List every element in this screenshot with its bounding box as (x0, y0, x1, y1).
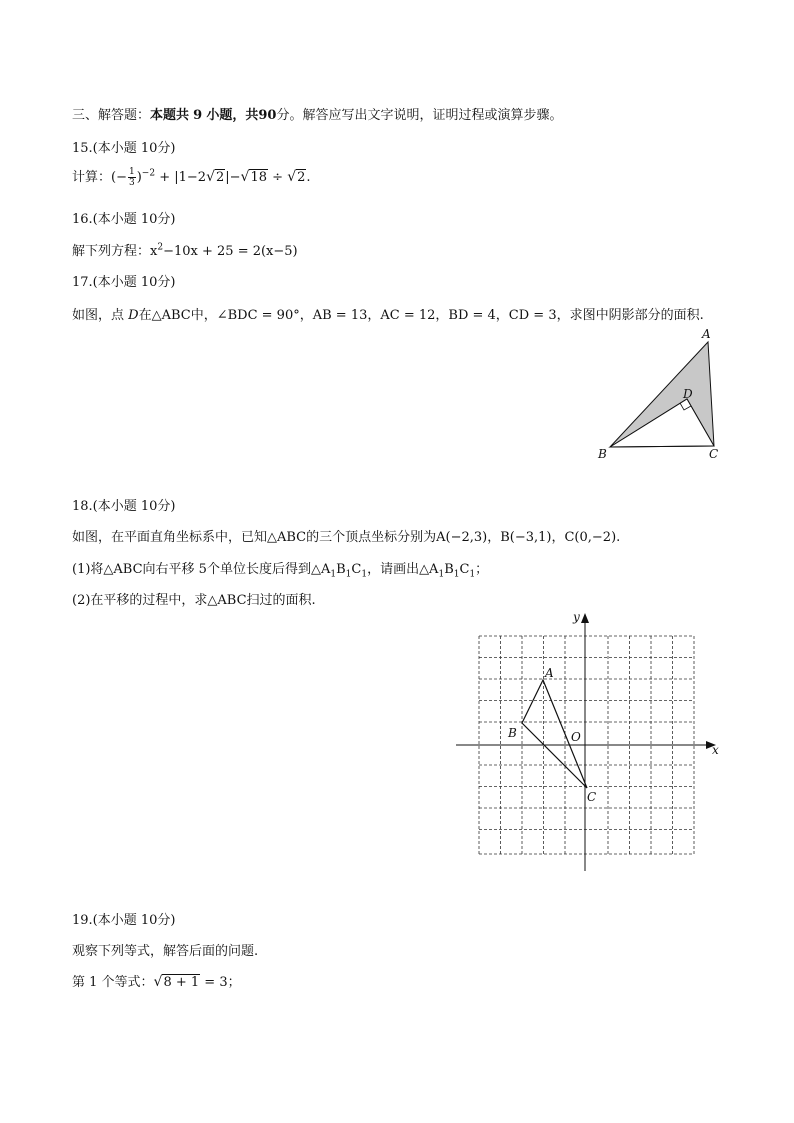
q16-exponent: 2 (157, 242, 164, 253)
q15-lead: 计算： (72, 170, 112, 185)
sub-1: 1 (361, 569, 368, 580)
sub-1: 1 (438, 569, 445, 580)
label-c: C (709, 447, 719, 461)
q18-p1d: ，请画出△A (367, 562, 439, 577)
q15-fraction (128, 167, 136, 188)
label-a: A (545, 666, 554, 680)
q16-equation (72, 240, 298, 259)
label-b: B (598, 447, 607, 461)
section-tail: 分。解答应写出文字说明，证明过程或演算步骤。 (276, 108, 563, 123)
q18-p1g: ； (475, 562, 489, 577)
q17-header: 17.(本小题 10分) (72, 275, 176, 290)
q19-lead: 第 1 个等式： (72, 975, 154, 990)
q19-header: 19.(本小题 10分) (72, 913, 176, 928)
q15-rad1: 2 (215, 170, 225, 185)
q15-expression: 计算：(− $\frac{1}{3}$ )$^{-2}$ + |1−2√2|−√18 ÷ √2. (72, 167, 311, 188)
q19-eq: = 3； (200, 975, 241, 990)
section-heading (72, 104, 562, 123)
q16-lead: 解下列方程： (72, 244, 151, 259)
q15-rad3: 2 (297, 170, 306, 185)
label-c: C (587, 790, 597, 804)
q17-text-2: 在△ABC中，∠BDC = 90°，AB = 13，AC = 12，BD = 4，CD = 3，求图中阴影部分的面积. (138, 308, 704, 323)
figure-17 (590, 325, 730, 465)
q19-eq1: 第 1 个等式：√8 + 1 = 3； (72, 974, 241, 990)
q16-var: x (150, 244, 158, 259)
q18-text: 如图，在平面直角坐标系中，已知△ABC的三个顶点坐标分别为A(−2,3)，B(−3,1)，C(0,−2). (72, 530, 621, 545)
q18-p1b: B (336, 562, 346, 577)
q19-text: 观察下列等式，解答后面的问题. (72, 944, 259, 959)
q15-exponent: −2 (141, 168, 156, 179)
q18-header: 18.(本小题 10分) (72, 499, 176, 514)
q19-radicand: 8 + 1 (163, 975, 200, 990)
section-bold-2: 小题，共 (206, 108, 259, 123)
sub-1: 1 (453, 569, 460, 580)
q18-p1f: C (459, 562, 470, 577)
label-a: A (702, 327, 711, 341)
section-score: 90 (258, 108, 277, 123)
q15-header: 15.(本小题 10分) (72, 141, 176, 156)
q17-point-d: D (128, 308, 139, 323)
q16-rest: −10x + 25 = 2(x−5) (163, 244, 298, 259)
q18-p1c: C (351, 562, 362, 577)
frac-num: 1 (128, 167, 135, 177)
q16-header: 16.(本小题 10分) (72, 212, 176, 227)
sub-1: 1 (469, 569, 476, 580)
q15-end: . (306, 170, 311, 185)
label-d: D (683, 387, 693, 401)
q18-p1a: (1)将△ABC向右平移 5个单位长度后得到△A (72, 562, 331, 577)
frac-den: 3 (128, 178, 135, 188)
q18-part1 (72, 558, 488, 580)
q15-part1: + |1−2 (155, 170, 207, 185)
y-arrow-icon (581, 613, 589, 623)
figure-18-grid (450, 605, 730, 880)
q17-text-1: 如图，点 (72, 308, 129, 323)
q15-part3: ÷ (268, 170, 288, 185)
label-o: O (571, 730, 581, 744)
section-prefix: 三、解答题： (72, 108, 151, 123)
label-b: B (508, 726, 517, 740)
q18-p1e: B (444, 562, 454, 577)
q15-part2: |− (225, 170, 241, 185)
sub-1: 1 (345, 569, 352, 580)
section-count: 9 (193, 108, 203, 123)
sub-1: 1 (330, 569, 337, 580)
q18-part2: (2)在平移的过程中，求△ABC扫过的面积. (72, 593, 316, 608)
q17-text (72, 304, 704, 323)
q15-rad2: 18 (250, 170, 268, 185)
label-y: y (573, 610, 580, 624)
section-bold-1: 本题共 (150, 108, 190, 123)
label-x: x (712, 743, 719, 757)
